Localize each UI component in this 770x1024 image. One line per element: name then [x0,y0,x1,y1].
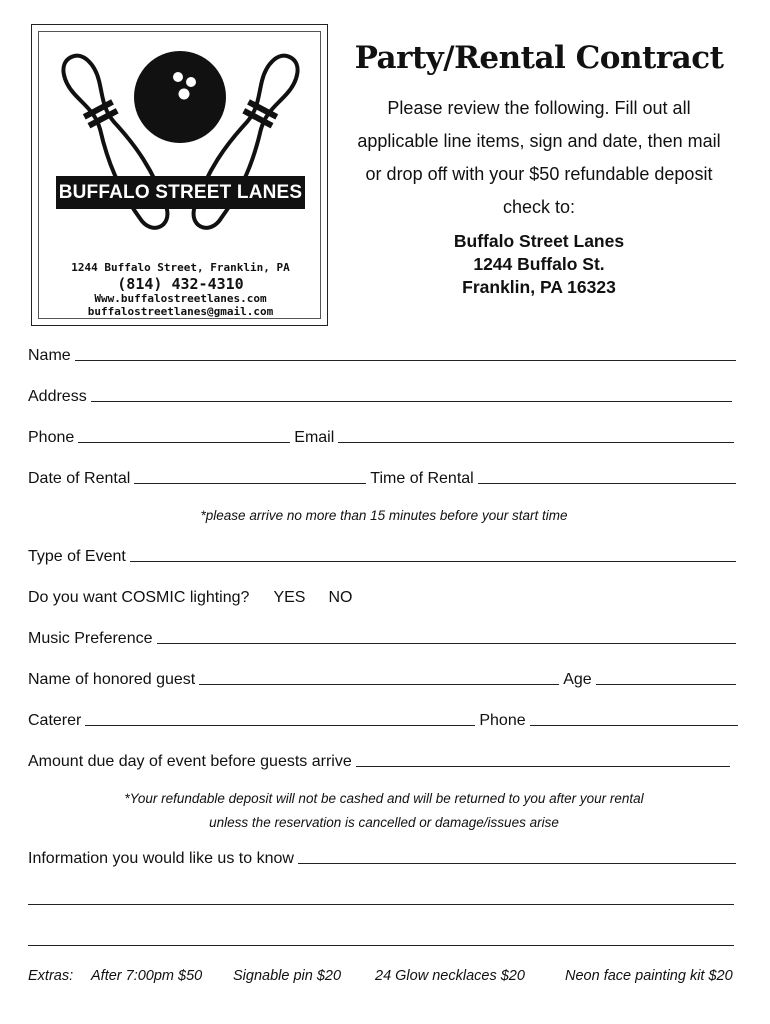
caterer-phone-label: Phone [479,712,526,729]
age-field[interactable] [596,684,736,685]
event-type-field[interactable] [130,561,736,562]
logo-email: buffalostreetlanes@gmail.com [87,305,274,318]
amount-due-row [28,747,734,771]
event-type-row [28,542,740,566]
deposit-note: *Your refundable deposit will not be cashed and will be returned to you after your rental [124,791,644,806]
page-title: Party/Rental Contract [354,40,724,76]
mailing-address [348,230,730,299]
extras-item: 24 Glow necklaces $20 [375,968,525,984]
time-of-rental-field[interactable] [478,483,736,484]
name-label: Name [28,347,71,364]
logo-address: 1244 Buffalo Street, Franklin, PA [71,261,290,274]
logo-banner: BUFFALO STREET LANES [56,176,305,209]
arrival-note: *please arrive no more than 15 minutes before your start time [200,508,568,523]
cosmic-row [28,583,740,607]
email-field[interactable] [338,442,734,443]
logo-phone: (814) 432-4310 [117,275,244,293]
name-field[interactable] [75,360,736,361]
honored-guest-label: Name of honored guest [28,671,196,688]
extras-item: Neon face painting kit $20 [565,968,733,984]
phone-email-row [28,423,738,447]
mailing-address-line: Buffalo Street Lanes [453,231,625,251]
phone-field[interactable] [78,442,290,443]
amount-due-field[interactable] [356,766,730,767]
address-label: Address [28,388,87,405]
time-of-rental-label: Time of Rental [370,470,474,487]
cosmic-label: Do you want COSMIC lighting? [28,589,250,606]
logo [31,24,328,326]
caterer-label: Caterer [28,712,82,729]
address-field[interactable] [91,401,732,402]
info-field-line-3[interactable] [28,945,734,946]
info-field[interactable] [298,863,736,864]
date-time-row [28,464,740,488]
intro-text: Please review the following. Fill out all applicable line items, sign and date, then mail or drop off with your $50 refundable deposit check to: [357,98,721,217]
caterer-phone-field[interactable] [530,725,738,726]
logo-website: Www.buffalostreetlanes.com [94,292,267,305]
mailing-address-line: 1244 Buffalo St. [473,254,605,274]
date-of-rental-field[interactable] [134,483,366,484]
age-label: Age [563,671,592,688]
amount-due-label: Amount due day of event before guests arrive [28,753,352,770]
music-preference-field[interactable] [157,643,737,644]
date-of-rental-label: Date of Rental [28,470,131,487]
extras-item: Signable pin $20 [233,968,342,984]
name-row [28,341,740,365]
cosmic-yes-option[interactable]: YES [273,589,306,606]
info-label: Information you would like us to know [28,850,294,867]
email-label: Email [294,429,335,446]
caterer-field[interactable] [85,725,475,726]
address-row [28,382,736,406]
mailing-address-line: Franklin, PA 16323 [462,277,616,297]
cosmic-no-option[interactable]: NO [328,589,353,606]
honored-guest-field[interactable] [199,684,559,685]
extras-item: After 7:00pm $50 [91,968,203,984]
honored-guest-row [28,665,740,689]
event-type-label: Type of Event [28,548,126,565]
info-row [28,844,740,868]
deposit-note-continued: unless the reservation is cancelled or damage/issues arise [209,815,559,830]
phone-label: Phone [28,429,75,446]
info-field-line-2[interactable] [28,904,734,905]
caterer-row [28,706,742,730]
extras-row [28,968,742,988]
music-row [28,624,740,648]
music-preference-label: Music Preference [28,630,153,647]
extras-label: Extras: [28,968,74,984]
